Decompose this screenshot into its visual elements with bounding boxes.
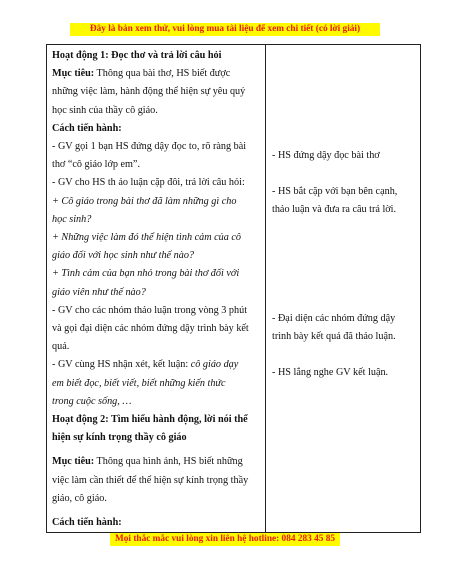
objective-text: học sinh của thầy cô giáo. [52,104,158,116]
student-response: - HS bắt cặp với bạn bên cạnh, [272,186,398,198]
question-text: giáo viên như thế nào? [52,286,146,298]
teacher-activities-column [47,45,266,533]
step-text: - GV cho các nhóm thảo luận trong vòng 3 phút [52,304,248,316]
activity-2-title: hiện sự kính trọng thầy cô giáo [52,432,187,444]
activity-2-title: Hoạt động 2: Tìm hiểu hành động, lời nói thể [52,414,248,426]
question-text: + Những việc làm đó thể hiện tình cảm của cô [52,232,241,244]
conclusion-italic: cô giáo dạy [190,359,239,371]
table-row [47,45,421,533]
step-text: thơ “cô giáo lớp em”. [52,159,141,171]
activity-2-objective [52,453,262,471]
student-response: trình bày kết quả đã thảo luận. [272,331,396,343]
step-text: - GV cho HS th ảo luận cặp đôi, trả lời câu hỏi: [52,177,245,189]
objective-text: những việc làm, hành động thể hiện sự yêu quý [52,86,246,98]
objective-label: Mục tiêu: [52,68,95,80]
objective-text: giáo, cô giáo. [52,492,107,504]
student-response: - HS đứng dậy đọc bài thơ [272,150,380,162]
activity-1-objective [52,65,262,83]
step-text: - GV gọi 1 bạn HS đứng dậy đọc to, rõ ràng bài [52,141,247,153]
objective-text: Thông qua hình ảnh, HS biết những [94,456,243,468]
hotline-banner: Mọi thắc mắc vui lòng xin liên hệ hotline: 084 283 45 85 [110,533,340,546]
student-activities-column [266,45,421,533]
question-text: học sinh? [52,213,92,225]
question-text: giáo đối với học sinh như thế nào? [52,250,195,262]
preview-notice-banner: Đây là bản xem thử, vui lòng mua tài liệu để xem chi tiết (có lời giải) [70,23,380,36]
conclusion-lead: - GV cùng HS nhận xét, kết luận: [52,359,191,371]
step-text: và gọi đại diện các nhóm đứng dậy trình bày kết [52,323,249,335]
conclusion-text: em biết đọc, biết viết, biết những kiến thức [52,377,226,389]
conclusion-text [52,356,262,374]
procedure-label: Cách tiến hành: [52,122,122,134]
lesson-plan-table [46,44,421,533]
objective-label: Mục tiêu: [52,456,95,468]
conclusion-text: trong cuộc sống, … [52,395,132,407]
student-response: - Đại diện các nhóm đứng dậy [272,313,396,325]
student-response: thảo luận và đưa ra câu trả lời. [272,204,397,216]
question-text: + Cô giáo trong bài thơ đã làm những gì cho [52,195,237,207]
objective-text: Thông qua bài thơ, HS biết được [94,68,231,80]
step-text: quả. [52,341,70,353]
question-text: + Tình cảm của bạn nhỏ trong bài thơ đối với [52,268,240,280]
student-response: - HS lắng nghe GV kết luận. [272,367,389,379]
procedure-label: Cách tiến hành: [52,517,122,529]
activity-1-title: Hoạt động 1: Đọc thơ và trả lời câu hỏi [52,50,222,61]
objective-text: việc làm cần thiết để thể hiện sự kính trọng thầy [52,474,249,486]
